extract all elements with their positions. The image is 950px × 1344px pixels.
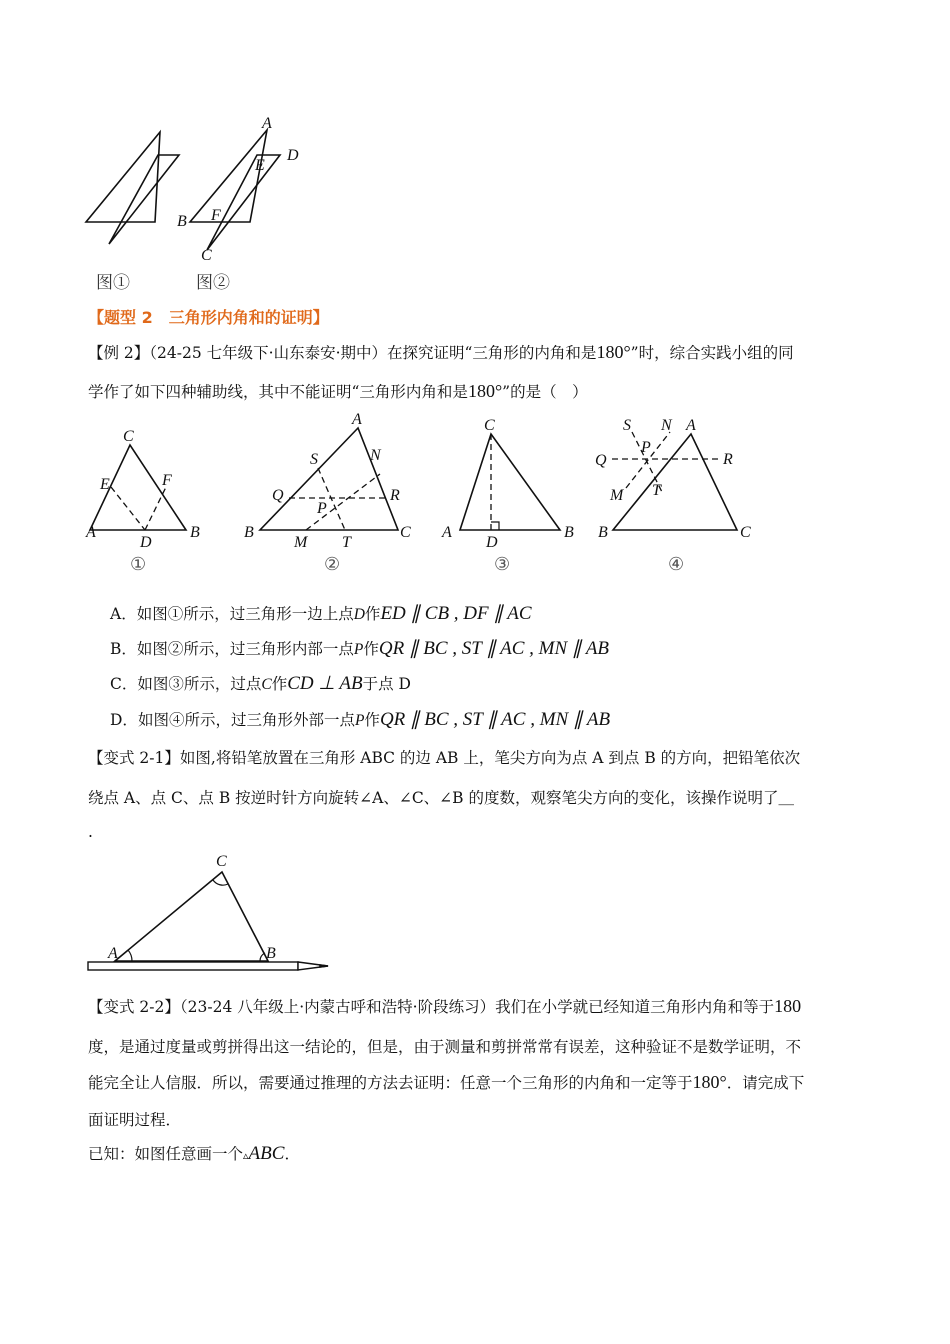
variant22-line3-post: ．请完成下 — [726, 1074, 805, 1092]
ex-fig3-A: A — [442, 524, 452, 541]
option-d-mid: 作 — [364, 711, 380, 729]
ex-fig2-T: T — [342, 534, 351, 551]
ex-fig1-ED — [111, 487, 145, 530]
option-c-point: C — [261, 676, 272, 693]
caption-fig1: 图① — [96, 273, 130, 293]
variant21-label: 【变式 2-1】 — [88, 749, 180, 767]
triangle-symbol-icon: ▵ — [243, 1149, 249, 1162]
variant22-line3-pre: 能完全让人信服．所以，需要通过推理的方法去证明：任意一个三角形的内角和一定等于 — [88, 1074, 693, 1092]
ex-fig4-R: R — [723, 451, 733, 468]
variant22-line5-pre: 已知：如图任意画一个 — [88, 1145, 244, 1163]
variant22-line1-num: 180 — [774, 996, 802, 1016]
example2-line1-pre: （24-25 七年级下·山东泰安·期中）在探究证明“三角形的内角和是 — [149, 344, 597, 362]
option-a-math: ED ∥ CB , DF ∥ AC — [380, 603, 532, 624]
variant22-line4: 面证明过程． — [88, 1111, 182, 1129]
ex-fig2-ST — [318, 468, 345, 530]
ex-fig4-Q: Q — [595, 452, 607, 469]
option-a-mid: 作 — [364, 605, 381, 623]
variant22-line1 — [88, 996, 801, 1017]
fig2-label-B: B — [177, 213, 187, 230]
variant21-line1-text: 如图,将铅笔放置在三角形 ABC 的边 AB 上，笔尖方向为点 A 到点 B 的方向，把铅笔依次 — [179, 749, 801, 767]
ex-fig4-triangle — [613, 434, 737, 530]
example2-line2-pre: 学作了如下四种辅助线，其中不能证明“三角形内角和是 — [88, 383, 468, 401]
top-figures — [80, 110, 320, 290]
fig2-label-F: F — [211, 207, 221, 224]
option-a-letter: A． — [110, 605, 137, 623]
ex-fig3-D: D — [486, 534, 498, 551]
option-b-pre: 如图②所示，过三角形内部一点 — [136, 640, 354, 658]
ex-fig2-B: B — [244, 524, 254, 541]
pencil-label-C: C — [216, 853, 227, 870]
option-b[interactable] — [110, 639, 609, 660]
variant22-line3-num: 180° — [692, 1072, 727, 1092]
ex-fig3-triangle — [460, 434, 560, 530]
variant22-line2: 度，是通过度量或剪拼得出这一结论的，但是，由于测量和剪拼常常有误差，这种验证不是数学证明，不 — [88, 1038, 802, 1056]
ex-fig3-B: B — [564, 524, 574, 541]
angle-arc-A — [128, 950, 132, 961]
option-c-pre: 如图③所示，过点 — [137, 675, 262, 693]
pencil-triangle — [115, 872, 268, 961]
option-d-letter: D． — [110, 711, 138, 729]
variant22-line1-pre: （23-24 八年级上·内蒙古呼和浩特·阶段练习）我们在小学就已经知道三角形内角和等于 — [179, 998, 775, 1016]
fig2-label-C: C — [201, 247, 212, 264]
ex-fig2-triangle — [260, 428, 398, 530]
ex-fig4-T: T — [652, 482, 661, 499]
variant22-line5-math: ABC — [248, 1143, 285, 1164]
ex-fig2-C: C — [400, 524, 411, 541]
ex-fig3-C: C — [484, 417, 495, 434]
variant22-label: 【变式 2-2】 — [88, 998, 180, 1016]
option-d-point: P — [354, 712, 365, 729]
option-a[interactable] — [110, 604, 532, 625]
section-title: 【题型 2 三角形内角和的证明】 — [88, 308, 329, 327]
example2-line2 — [88, 381, 588, 402]
variant21-line1 — [88, 748, 800, 768]
ex-fig1-DF — [145, 487, 166, 530]
fig2-label-E: E — [255, 157, 265, 174]
option-b-math: QR ∥ BC , ST ∥ AC , MN ∥ AB — [378, 638, 610, 659]
ex-fig4-C: C — [740, 524, 751, 541]
ex-fig4-P: P — [641, 439, 651, 456]
ex-fig2-R: R — [390, 487, 400, 504]
option-c-mid: 作 — [271, 675, 288, 693]
fig2-triangle-lower — [207, 155, 280, 250]
ex-fig-number-1: ① — [130, 554, 147, 574]
ex-fig4-N: N — [661, 417, 672, 434]
fig2-label-A: A — [262, 115, 272, 132]
fig2-label-D: D — [287, 147, 299, 164]
option-d-math: QR ∥ BC , ST ∥ AC , MN ∥ AB — [379, 709, 611, 730]
ex-fig2-M: M — [294, 534, 308, 551]
option-d[interactable] — [110, 710, 610, 731]
ex-fig2-Q: Q — [272, 487, 284, 504]
ex-fig-number-3: ③ — [494, 554, 511, 574]
pencil-lead — [320, 965, 328, 967]
fig1-triangle-lower — [109, 155, 179, 244]
option-c[interactable] — [110, 674, 411, 695]
option-b-mid: 作 — [363, 640, 379, 658]
ex-fig4-S: S — [623, 417, 631, 434]
fig1-triangle-upper — [86, 132, 160, 222]
caption-fig2: 图② — [196, 273, 230, 293]
ex-fig1-E: E — [100, 476, 110, 493]
option-d-pre: 如图④所示，过三角形外部一点 — [137, 711, 355, 729]
ex-fig2-P: P — [317, 500, 327, 517]
ex-fig4-B: B — [598, 524, 608, 541]
ex-fig4-M: M — [610, 487, 624, 504]
variant21-line2: 绕点 A、点 C、点 B 按逆时针方向旋转∠A、∠C、∠B 的度数，观察笔尖方向的变化，该操作说明了＿ — [88, 789, 794, 807]
ex-fig1-F: F — [162, 472, 172, 489]
ex-fig1-D: D — [140, 534, 152, 551]
pencil-label-A: A — [108, 945, 118, 962]
ex-fig2-S: S — [310, 451, 318, 468]
variant22-line3 — [88, 1072, 804, 1093]
pencil-figure — [80, 848, 340, 978]
example2-value1: 180° — [596, 342, 631, 362]
example2-value2: 180° — [467, 381, 503, 401]
example2-figures — [80, 410, 770, 580]
option-a-point: D — [353, 606, 365, 623]
option-c-post: 于点 D — [362, 675, 411, 693]
option-b-point: P — [353, 641, 364, 658]
ex-fig4-A: A — [686, 417, 696, 434]
example2-line1-post: ”时，综合实践小组的同 — [630, 344, 794, 362]
example2-line1 — [88, 342, 794, 363]
option-c-letter: C． — [110, 675, 138, 693]
example2-label: 【例 2】 — [88, 344, 150, 362]
variant22-line5-post: ． — [284, 1145, 300, 1163]
ex-fig1-B: B — [190, 524, 200, 541]
option-a-pre: 如图①所示，过三角形一边上点 — [136, 605, 354, 623]
variant21-line3: . — [88, 823, 93, 841]
variant22-line5 — [88, 1144, 300, 1166]
pencil-body — [88, 962, 298, 970]
ex-fig1-C: C — [123, 428, 134, 445]
ex-fig2-A: A — [352, 411, 362, 428]
ex-fig-number-4: ④ — [668, 554, 685, 574]
ex-fig3-right-angle — [491, 522, 499, 530]
ex-fig2-N: N — [370, 447, 381, 464]
ex-fig1-A: A — [86, 524, 96, 541]
ex-fig-number-2: ② — [324, 554, 341, 574]
option-b-letter: B． — [110, 640, 137, 658]
example2-line2-post: ”的是（ ） — [502, 383, 588, 401]
pencil-label-B: B — [266, 945, 276, 962]
option-c-math: CD ⊥ AB — [287, 673, 363, 694]
